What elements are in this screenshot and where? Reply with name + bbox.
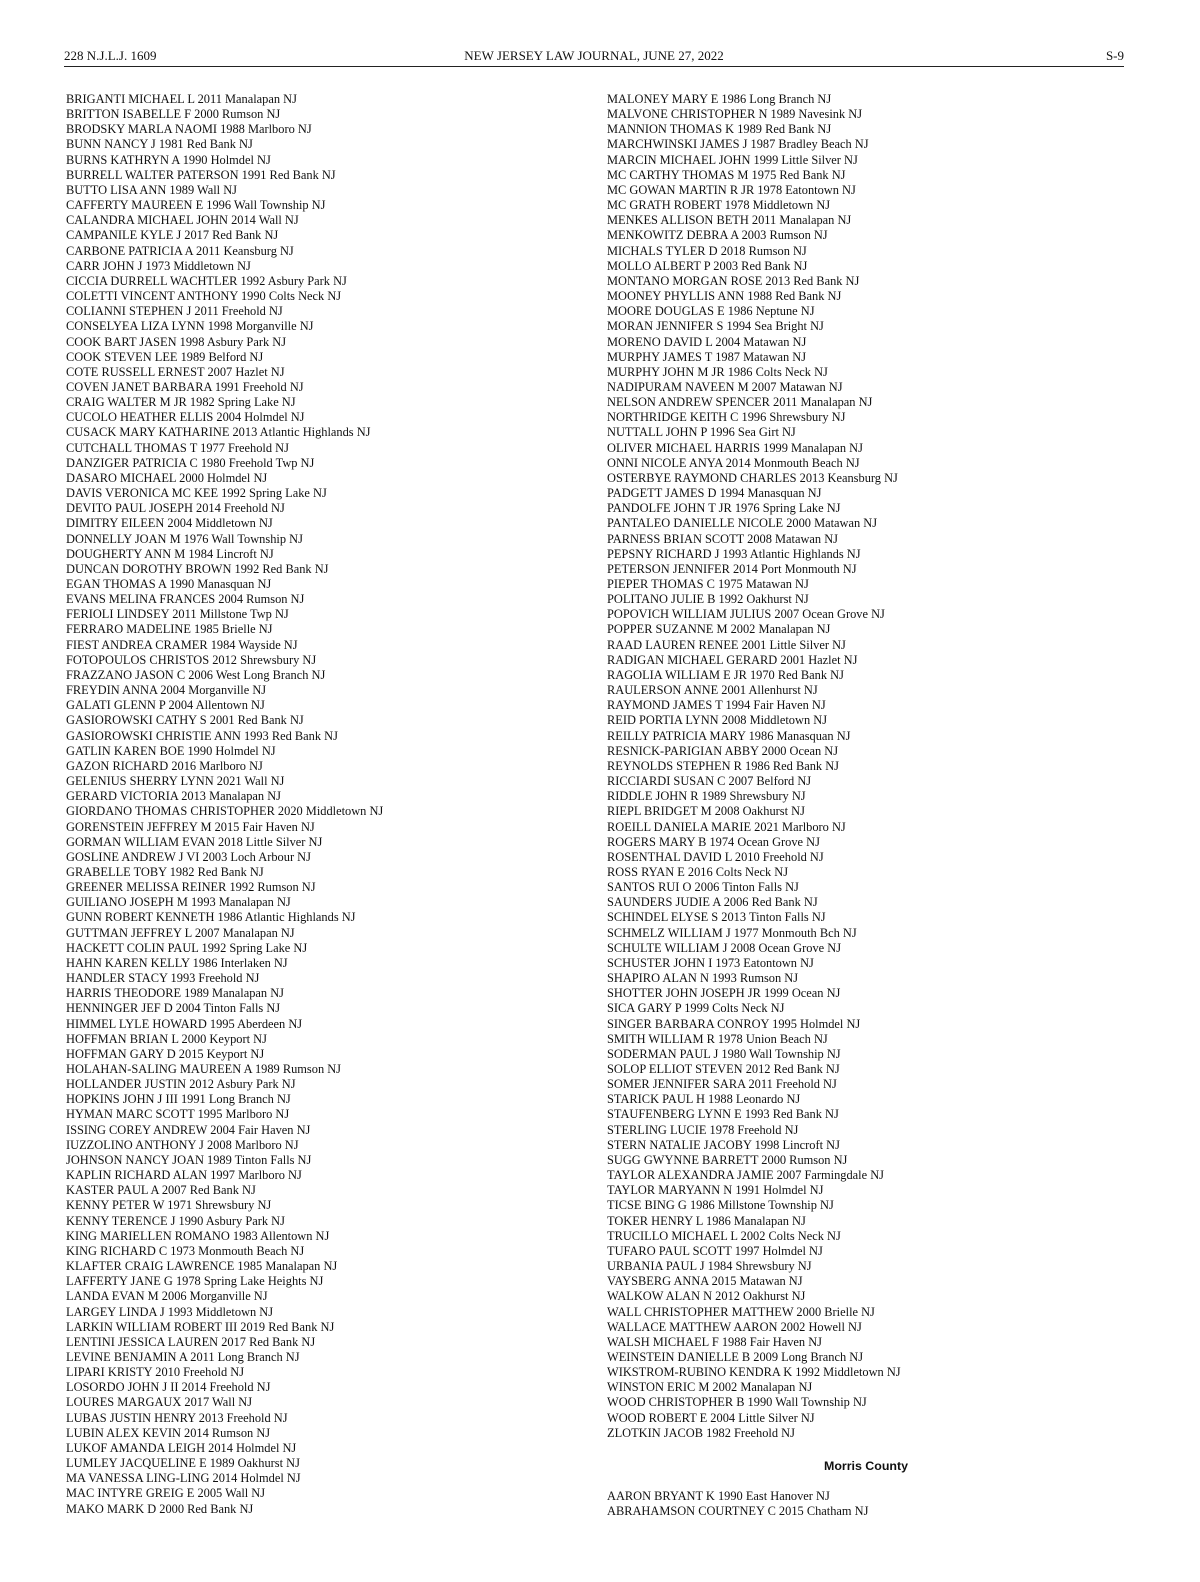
list-item: RAULERSON ANNE 2001 Allenhurst NJ	[607, 683, 818, 698]
list-item: MOORE DOUGLAS E 1986 Neptune NJ	[607, 304, 815, 319]
list-item: MURPHY JOHN M JR 1986 Colts Neck NJ	[607, 364, 828, 379]
list-item: CICCIA DURRELL WACHTLER 1992 Asbury Park NJ	[66, 273, 347, 288]
list-item: EVANS MELINA FRANCES 2004 Rumson NJ	[66, 592, 305, 607]
list-item: HENNINGER JEF D 2004 Tinton Falls NJ	[66, 1001, 281, 1016]
list-item: TUFARO PAUL SCOTT 1997 Holmdel NJ	[607, 1243, 823, 1258]
list-item: COVEN JANET BARBARA 1991 Freehold NJ	[66, 379, 304, 394]
list-item: MOONEY PHYLLIS ANN 1988 Red Bank NJ	[607, 289, 842, 304]
list-item: MALONEY MARY E 1986 Long Branch NJ	[607, 92, 832, 106]
list-item: MONTANO MORGAN ROSE 2013 Red Bank NJ	[607, 273, 860, 288]
list-item: COLETTI VINCENT ANTHONY 1990 Colts Neck NJ	[66, 289, 342, 304]
list-item: KLAFTER CRAIG LAWRENCE 1985 Manalapan NJ	[66, 1259, 338, 1274]
list-item: CONSELYEA LIZA LYNN 1998 Morganville NJ	[66, 319, 314, 334]
list-item: SOLOP ELLIOT STEVEN 2012 Red Bank NJ	[607, 1062, 840, 1076]
list-item: REID PORTIA LYNN 2008 Middletown NJ	[607, 713, 828, 728]
list-item: GASIOROWSKI CATHY S 2001 Red Bank NJ	[66, 713, 304, 728]
list-item: RESNICK-PARIGIAN ABBY 2000 Ocean NJ	[607, 743, 839, 758]
list-item: BURNS KATHRYN A 1990 Holmdel NJ	[66, 152, 271, 167]
list-item: MENKOWITZ DEBRA A 2003 Rumson NJ	[607, 228, 828, 243]
list-item: GERARD VICTORIA 2013 Manalapan NJ	[66, 789, 281, 804]
list-item: HOPKINS JOHN J III 1991 Long Branch NJ	[66, 1092, 291, 1107]
list-item: HIMMEL LYLE HOWARD 1995 Aberdeen NJ	[66, 1016, 303, 1031]
list-item: ABRAHAMSON COURTNEY C 2015 Chatham NJ	[607, 1504, 869, 1519]
list-item: EGAN THOMAS A 1990 Manasquan NJ	[66, 577, 272, 591]
list-item: STERN NATALIE JACOBY 1998 Lincroft NJ	[607, 1137, 840, 1152]
list-item: DAVIS VERONICA MC KEE 1992 Spring Lake NJ	[66, 486, 327, 501]
list-item: CRAIG WALTER M JR 1982 Spring Lake NJ	[66, 395, 296, 410]
list-item: LAFFERTY JANE G 1978 Spring Lake Heights NJ	[66, 1274, 324, 1289]
list-item: COTE RUSSELL ERNEST 2007 Hazlet NJ	[66, 364, 285, 379]
list-item: MC GOWAN MARTIN R JR 1978 Eatontown NJ	[607, 182, 856, 197]
list-item: WIKSTROM-RUBINO KENDRA K 1992 Middletown NJ	[607, 1365, 901, 1380]
list-item: TAYLOR MARYANN N 1991 Holmdel NJ	[607, 1183, 824, 1198]
list-item: RAGOLIA WILLIAM E JR 1970 Red Bank NJ	[607, 667, 844, 682]
list-item: WALL CHRISTOPHER MATTHEW 2000 Brielle NJ	[607, 1304, 875, 1319]
list-item: PETERSON JENNIFER 2014 Port Monmouth NJ	[607, 561, 857, 576]
list-item: SUGG GWYNNE BARRETT 2000 Rumson NJ	[607, 1152, 848, 1167]
list-item: CUCOLO HEATHER ELLIS 2004 Holmdel NJ	[66, 410, 305, 425]
list-item: GAZON RICHARD 2016 Marlboro NJ	[66, 758, 263, 773]
list-item: LARKIN WILLIAM ROBERT III 2019 Red Bank NJ	[66, 1319, 335, 1334]
list-item: SINGER BARBARA CONROY 1995 Holmdel NJ	[607, 1016, 861, 1031]
list-item: STERLING LUCIE 1978 Freehold NJ	[607, 1122, 799, 1137]
list-item: TICSE BING G 1986 Millstone Township NJ	[607, 1198, 834, 1213]
list-item: SCHMELZ WILLIAM J 1977 Monmouth Bch NJ	[607, 925, 857, 940]
list-item: FOTOPOULOS CHRISTOS 2012 Shrewsbury NJ	[66, 652, 317, 667]
list-item: MARCIN MICHAEL JOHN 1999 Little Silver NJ	[607, 152, 858, 167]
list-item: FERIOLI LINDSEY 2011 Millstone Twp NJ	[66, 607, 289, 622]
list-item: DIMITRY EILEEN 2004 Middletown NJ	[66, 516, 273, 531]
list-item: MC CARTHY THOMAS M 1975 Red Bank NJ	[607, 167, 846, 182]
list-item: MANNION THOMAS K 1989 Red Bank NJ	[607, 122, 832, 137]
list-item: FIEST ANDREA CRAMER 1984 Wayside NJ	[66, 637, 298, 652]
list-item: MORENO DAVID L 2004 Matawan NJ	[607, 334, 807, 349]
list-item: BRITTON ISABELLE F 2000 Rumson NJ	[66, 107, 281, 122]
list-item: KASTER PAUL A 2007 Red Bank NJ	[66, 1183, 256, 1198]
list-item: ONNI NICOLE ANYA 2014 Monmouth Beach NJ	[607, 455, 860, 470]
list-item: CARBONE PATRICIA A 2011 Keansburg NJ	[66, 243, 294, 258]
header-volume-page: 228 N.J.L.J. 1609	[64, 48, 157, 63]
list-item: AARON BRYANT K 1990 East Hanover NJ	[607, 1489, 830, 1503]
list-item: KING MARIELLEN ROMANO 1983 Allentown NJ	[66, 1228, 330, 1243]
list-item: STARICK PAUL H 1988 Leonardo NJ	[607, 1092, 801, 1107]
list-item: MORAN JENNIFER S 1994 Sea Bright NJ	[607, 319, 824, 334]
list-item: WALSH MICHAEL F 1988 Fair Haven NJ	[607, 1334, 822, 1349]
list-item: POLITANO JULIE B 1992 Oakhurst NJ	[607, 592, 809, 607]
list-item: MA VANESSA LING-LING 2014 Holmdel NJ	[66, 1471, 301, 1486]
left-column-list	[66, 92, 586, 1517]
list-item: BUNN NANCY J 1981 Red Bank NJ	[66, 137, 253, 152]
list-item: WEINSTEIN DANIELLE B 2009 Long Branch NJ	[607, 1349, 864, 1364]
list-item: LARGEY LINDA J 1993 Middletown NJ	[66, 1304, 274, 1319]
list-item: HYMAN MARC SCOTT 1995 Marlboro NJ	[66, 1107, 290, 1122]
list-item: LUBAS JUSTIN HENRY 2013 Freehold NJ	[66, 1410, 288, 1425]
morris-county-heading: Morris County	[824, 1459, 908, 1473]
list-item: GORMAN WILLIAM EVAN 2018 Little Silver NJ	[66, 834, 323, 849]
right-column-list	[607, 92, 1127, 1441]
list-item: ISSING COREY ANDREW 2004 Fair Haven NJ	[66, 1122, 311, 1137]
list-item: GRABELLE TOBY 1982 Red Bank NJ	[66, 864, 264, 879]
list-item: WOOD CHRISTOPHER B 1990 Wall Township NJ	[607, 1395, 867, 1410]
list-item: SMITH WILLIAM R 1978 Union Beach NJ	[607, 1031, 828, 1046]
list-item: GIORDANO THOMAS CHRISTOPHER 2020 Middletown NJ	[66, 804, 384, 819]
list-item: BUTTO LISA ANN 1989 Wall NJ	[66, 182, 237, 197]
list-item: WOOD ROBERT E 2004 Little Silver NJ	[607, 1410, 815, 1425]
list-item: ZLOTKIN JACOB 1982 Freehold NJ	[607, 1425, 795, 1440]
header-publication-date: NEW JERSEY LAW JOURNAL, JUNE 27, 2022	[464, 48, 724, 63]
list-item: SAUNDERS JUDIE A 2006 Red Bank NJ	[607, 895, 818, 910]
list-item: TAYLOR ALEXANDRA JAMIE 2007 Farmingdale NJ	[607, 1168, 884, 1183]
list-item: NADIPURAM NAVEEN M 2007 Matawan NJ	[607, 379, 843, 394]
list-item: MURPHY JAMES T 1987 Matawan NJ	[607, 349, 807, 364]
list-item: KENNY TERENCE J 1990 Asbury Park NJ	[66, 1213, 285, 1228]
list-item: MENKES ALLISON BETH 2011 Manalapan NJ	[607, 213, 852, 228]
list-item: LOURES MARGAUX 2017 Wall NJ	[66, 1395, 253, 1410]
list-item: CUSACK MARY KATHARINE 2013 Atlantic Highlands NJ	[66, 425, 371, 440]
header-section-page: S-9	[1105, 48, 1124, 63]
list-item: SCHUSTER JOHN I 1973 Eatontown NJ	[607, 955, 814, 970]
list-item: NELSON ANDREW SPENCER 2011 Manalapan NJ	[607, 395, 873, 410]
list-item: MARCHWINSKI JAMES J 1987 Bradley Beach NJ	[607, 137, 869, 152]
list-item: SOMER JENNIFER SARA 2011 Freehold NJ	[607, 1077, 837, 1092]
list-item: GORENSTEIN JEFFREY M 2015 Fair Haven NJ	[66, 819, 315, 834]
list-item: GALATI GLENN P 2004 Allentown NJ	[66, 698, 265, 713]
list-item: RIEPL BRIDGET M 2008 Oakhurst NJ	[607, 804, 805, 819]
list-item: KAPLIN RICHARD ALAN 1997 Marlboro NJ	[66, 1168, 302, 1183]
list-item: FRAZZANO JASON C 2006 West Long Branch NJ	[66, 667, 326, 682]
list-item: BURRELL WALTER PATERSON 1991 Red Bank NJ	[66, 167, 336, 182]
list-item: HANDLER STACY 1993 Freehold NJ	[66, 971, 260, 986]
list-item: POPPER SUZANNE M 2002 Manalapan NJ	[607, 622, 831, 637]
list-item: PANDOLFE JOHN T JR 1976 Spring Lake NJ	[607, 501, 841, 516]
list-item: OSTERBYE RAYMOND CHARLES 2013 Keansburg NJ	[607, 470, 898, 485]
list-item: WALKOW ALAN N 2012 Oakhurst NJ	[607, 1289, 806, 1304]
list-item: JOHNSON NANCY JOAN 1989 Tinton Falls NJ	[66, 1152, 312, 1167]
list-item: RIDDLE JOHN R 1989 Shrewsbury NJ	[607, 789, 806, 804]
list-item: IUZZOLINO ANTHONY J 2008 Marlboro NJ	[66, 1137, 299, 1152]
list-item: DASARO MICHAEL 2000 Holmdel NJ	[66, 470, 268, 485]
list-item: POPOVICH WILLIAM JULIUS 2007 Ocean Grove NJ	[607, 607, 885, 622]
list-item: MAC INTYRE GREIG E 2005 Wall NJ	[66, 1486, 266, 1501]
list-item: PEPSNY RICHARD J 1993 Atlantic Highlands NJ	[607, 546, 861, 561]
list-item: CALANDRA MICHAEL JOHN 2014 Wall NJ	[66, 213, 299, 228]
page-header	[64, 48, 1124, 68]
list-item: HACKETT COLIN PAUL 1992 Spring Lake NJ	[66, 940, 308, 955]
list-item: GOSLINE ANDREW J VI 2003 Loch Arbour NJ	[66, 849, 311, 864]
morris-county-list	[607, 1489, 1127, 1519]
list-item: TOKER HENRY L 1986 Manalapan NJ	[607, 1213, 806, 1228]
list-item: LIPARI KRISTY 2010 Freehold NJ	[66, 1365, 245, 1380]
list-item: COOK STEVEN LEE 1989 Belford NJ	[66, 349, 264, 364]
list-item: LUBIN ALEX KEVIN 2014 Rumson NJ	[66, 1425, 271, 1440]
list-item: FREYDIN ANNA 2004 Morganville NJ	[66, 683, 267, 698]
list-item: ROEILL DANIELA MARIE 2021 Marlboro NJ	[607, 819, 846, 834]
list-item: WALLACE MATTHEW AARON 2002 Howell NJ	[607, 1319, 862, 1334]
list-item: RAYMOND JAMES T 1994 Fair Haven NJ	[607, 698, 826, 713]
list-item: CUTCHALL THOMAS T 1977 Freehold NJ	[66, 440, 289, 455]
list-item: LENTINI JESSICA LAUREN 2017 Red Bank NJ	[66, 1334, 316, 1349]
list-item: MOLLO ALBERT P 2003 Red Bank NJ	[607, 258, 808, 273]
list-item: TRUCILLO MICHAEL L 2002 Colts Neck NJ	[607, 1228, 841, 1243]
list-item: REILLY PATRICIA MARY 1986 Manasquan NJ	[607, 728, 851, 743]
list-item: LANDA EVAN M 2006 Morganville NJ	[66, 1289, 268, 1304]
list-item: FERRARO MADELINE 1985 Brielle NJ	[66, 622, 273, 637]
list-item: LEVINE BENJAMIN A 2011 Long Branch NJ	[66, 1349, 300, 1364]
list-item: URBANIA PAUL J 1984 Shrewsbury NJ	[607, 1259, 812, 1274]
list-item: GASIOROWSKI CHRISTIE ANN 1993 Red Bank NJ	[66, 728, 338, 743]
list-item: PARNESS BRIAN SCOTT 2008 Matawan NJ	[607, 531, 838, 546]
list-item: GATLIN KAREN BOE 1990 Holmdel NJ	[66, 743, 276, 758]
list-item: VAYSBERG ANNA 2015 Matawan NJ	[607, 1274, 803, 1289]
list-item: BRIGANTI MICHAEL L 2011 Manalapan NJ	[66, 92, 297, 106]
list-item: HOLAHAN-SALING MAUREEN A 1989 Rumson NJ	[66, 1062, 342, 1076]
list-item: NORTHRIDGE KEITH C 1996 Shrewsbury NJ	[607, 410, 846, 425]
list-item: SCHULTE WILLIAM J 2008 Ocean Grove NJ	[607, 940, 842, 955]
list-item: HOFFMAN BRIAN L 2000 Keyport NJ	[66, 1031, 267, 1046]
list-item: LUMLEY JACQUELINE E 1989 Oakhurst NJ	[66, 1456, 300, 1471]
list-item: COLIANNI STEPHEN J 2011 Freehold NJ	[66, 304, 283, 319]
list-item: HOFFMAN GARY D 2015 Keyport NJ	[66, 1046, 265, 1061]
list-item: REYNOLDS STEPHEN R 1986 Red Bank NJ	[607, 758, 839, 773]
list-item: SCHINDEL ELYSE S 2013 Tinton Falls NJ	[607, 910, 826, 925]
list-item: KENNY PETER W 1971 Shrewsbury NJ	[66, 1198, 272, 1213]
list-item: KING RICHARD C 1973 Monmouth Beach NJ	[66, 1243, 305, 1258]
list-item: BRODSKY MARLA NAOMI 1988 Marlboro NJ	[66, 122, 312, 137]
list-item: NUTTALL JOHN P 1996 Sea Girt NJ	[607, 425, 796, 440]
list-item: DOUGHERTY ANN M 1984 Lincroft NJ	[66, 546, 274, 561]
list-item: SICA GARY P 1999 Colts Neck NJ	[607, 1001, 785, 1016]
list-item: DONNELLY JOAN M 1976 Wall Township NJ	[66, 531, 303, 546]
list-item: HAHN KAREN KELLY 1986 Interlaken NJ	[66, 955, 288, 970]
list-item: MALVONE CHRISTOPHER N 1989 Navesink NJ	[607, 107, 863, 122]
list-item: GUNN ROBERT KENNETH 1986 Atlantic Highlands NJ	[66, 910, 356, 925]
list-item: RAAD LAUREN RENEE 2001 Little Silver NJ	[607, 637, 846, 652]
list-item: LUKOF AMANDA LEIGH 2014 Holmdel NJ	[66, 1440, 297, 1455]
list-item: ROSS RYAN E 2016 Colts Neck NJ	[607, 864, 789, 879]
list-item: PANTALEO DANIELLE NICOLE 2000 Matawan NJ	[607, 516, 878, 531]
list-item: MAKO MARK D 2000 Red Bank NJ	[66, 1501, 254, 1516]
list-item: COOK BART JASEN 1998 Asbury Park NJ	[66, 334, 287, 349]
list-item: GREENER MELISSA REINER 1992 Rumson NJ	[66, 880, 316, 895]
list-item: SODERMAN PAUL J 1980 Wall Township NJ	[607, 1046, 841, 1061]
list-item: LOSORDO JOHN J II 2014 Freehold NJ	[66, 1380, 271, 1395]
header-rule	[64, 66, 1124, 67]
list-item: MC GRATH ROBERT 1978 Middletown NJ	[607, 198, 831, 213]
list-item: PADGETT JAMES D 1994 Manasquan NJ	[607, 486, 822, 501]
list-item: GELENIUS SHERRY LYNN 2021 Wall NJ	[66, 774, 285, 789]
list-item: ROGERS MARY B 1974 Ocean Grove NJ	[607, 834, 820, 849]
list-item: HOLLANDER JUSTIN 2012 Asbury Park NJ	[66, 1077, 296, 1092]
list-item: ROSENTHAL DAVID L 2010 Freehold NJ	[607, 849, 824, 864]
list-item: CAFFERTY MAUREEN E 1996 Wall Township NJ	[66, 198, 326, 213]
list-item: SANTOS RUI O 2006 Tinton Falls NJ	[607, 880, 799, 895]
list-item: HARRIS THEODORE 1989 Manalapan NJ	[66, 986, 284, 1001]
list-item: RADIGAN MICHAEL GERARD 2001 Hazlet NJ	[607, 652, 858, 667]
list-item: MICHALS TYLER D 2018 Rumson NJ	[607, 243, 807, 258]
list-item: CARR JOHN J 1973 Middletown NJ	[66, 258, 251, 273]
list-item: STAUFENBERG LYNN E 1993 Red Bank NJ	[607, 1107, 839, 1122]
list-item: GUTTMAN JEFFREY L 2007 Manalapan NJ	[66, 925, 295, 940]
list-item: PIEPER THOMAS C 1975 Matawan NJ	[607, 577, 809, 591]
list-item: DEVITO PAUL JOSEPH 2014 Freehold NJ	[66, 501, 285, 516]
list-item: DUNCAN DOROTHY BROWN 1992 Red Bank NJ	[66, 561, 329, 576]
list-item: OLIVER MICHAEL HARRIS 1999 Manalapan NJ	[607, 440, 863, 455]
list-item: SHAPIRO ALAN N 1993 Rumson NJ	[607, 971, 799, 986]
list-item: WINSTON ERIC M 2002 Manalapan NJ	[607, 1380, 813, 1395]
list-item: DANZIGER PATRICIA C 1980 Freehold Twp NJ	[66, 455, 315, 470]
list-item: CAMPANILE KYLE J 2017 Red Bank NJ	[66, 228, 279, 243]
list-item: GUILIANO JOSEPH M 1993 Manalapan NJ	[66, 895, 291, 910]
list-item: RICCIARDI SUSAN C 2007 Belford NJ	[607, 774, 812, 789]
list-item: SHOTTER JOHN JOSEPH JR 1999 Ocean NJ	[607, 986, 841, 1001]
